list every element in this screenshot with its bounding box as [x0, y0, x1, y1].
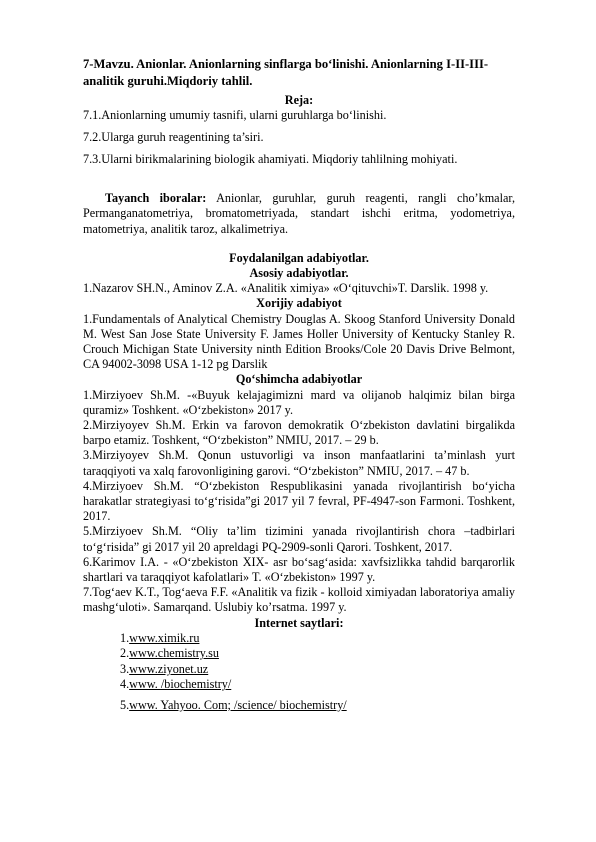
keywords-paragraph	[83, 191, 515, 237]
internet-links-list	[120, 631, 515, 714]
internet-link-item[interactable]	[120, 698, 515, 714]
plan-item: 7.2.Ularga guruh reagentining ta’siri.	[83, 130, 264, 145]
internet-link-item[interactable]	[120, 662, 515, 678]
link-url[interactable]: www.ziyonet.uz	[129, 661, 209, 676]
additional-literature-heading: Qo‘shimcha adabiyotlar	[235, 372, 363, 387]
internet-link-item[interactable]	[120, 646, 515, 662]
plan-heading: Reja:	[284, 93, 314, 107]
link-number: 3.	[120, 661, 130, 676]
main-literature-item: 1.Nazarov SH.N., Aminov Z.A. «Analitik ximiya» «O‘qituvchi»T. Darslik. 1998 y.	[83, 281, 489, 296]
additional-literature-item: 3.Mirziyoyev Sh.M. Qonun ustuvorligi va inson manfaatlarini ta’minlash yurt taraqqiyoti va xalq farovonligining garovi. “O‘zbekiston” NMIU, 2017. – 47 b.	[83, 448, 515, 478]
link-number: 2.	[120, 646, 130, 661]
foreign-literature-item: 1.Fundamentals of Analytical Chemistry Douglas A. Skoog Stanford University Donald M. West San Jose State University F. James Holler University of Kentucky Stanley R. Crouch Michigan State University ninth Edition Brooks/Cole 20 Davis Drive Belmont, CA 94002-3098 USA 1-12 pg Darslik	[83, 311, 515, 372]
additional-literature-item: 7.Tog‘aev K.T., Tog‘aeva F.F. «Analitik va fizik - kolloid ximiyadan laboratoriya amaliy mashg‘uloti». Samarqand. Uslubiy ko’rsatma. 1997 y.	[83, 585, 515, 615]
literature-heading: Foydalanilgan adabiyotlar.	[229, 250, 369, 265]
internet-heading: Internet saytlari:	[254, 615, 344, 630]
link-number: 1.	[120, 630, 130, 645]
link-number: 4.	[120, 677, 130, 692]
document-page	[83, 56, 515, 713]
keywords-label: Tayanch iboralar:	[105, 191, 207, 206]
link-url[interactable]: www.ximik.ru	[129, 630, 200, 645]
plan-item: 7.1.Anionlarning umumiy tasnifi, ularni guruhlarga bo‘linishi.	[83, 108, 387, 123]
additional-literature-item: 4.Mirziyoev Sh.M. “O‘zbekiston Respublikasini yanada rivojlantirish bo‘yicha harakatlar strategiyasi to‘g‘risida”gi 2017 yil 7 fevral, PF-4947-son Farmoni. Toshkent, 2017.	[83, 478, 515, 524]
link-url[interactable]: www. /biochemistry/	[129, 677, 232, 692]
page-title: 7-Mavzu. Anionlar. Anionlarning sinflarga bo‘linishi. Anionlarning I-II-III- analitik guruhi.Miqdoriy tahlil.	[83, 57, 489, 88]
internet-link-item[interactable]	[120, 631, 515, 647]
foreign-literature-heading: Xorijiy adabiyot	[256, 296, 342, 311]
additional-literature-item: 2.Mirziyoyev Sh.M. Erkin va farovon demokratik O‘zbekiston davlatini birgalikda barpo etamiz. Toshkent, “O‘zbekiston” NMIU, 2017. – 29 b.	[83, 418, 515, 448]
plan-item: 7.3.Ularni birikmalarining biologik ahamiyati. Miqdoriy tahlilning mohiyati.	[83, 152, 458, 167]
additional-literature-item: 1.Mirziyoev Sh.M. -«Buyuk kelajagimizni mard va olijanob halqimiz bilan birga quramiz» Toshkent. «O‘zbekiston» 2017 y.	[83, 387, 515, 417]
internet-link-item[interactable]	[120, 677, 515, 693]
link-url[interactable]: www. Yahyoo. Com; /science/ biochemistry/	[129, 697, 347, 712]
main-literature-heading: Asosiy adabiyotlar.	[249, 266, 349, 281]
additional-literature-item: 6.Karimov I.A. - «O‘zbekiston XIX- asr bo‘sag‘asida: xavfsizlikka tahdid barqarorlik shartlari va taraqqiyot kafolatlari» T. «O‘zbekiston» 1997 y.	[83, 554, 515, 585]
link-number: 5.	[120, 697, 130, 712]
link-url[interactable]: www.chemistry.su	[129, 646, 219, 661]
keywords-text: Anionlar, guruhlar, guruh reagenti, rangli cho’kmalar, Permanganatometriya, bromatometriyada, standart ishchi eritma, yodometriya, matometriya, analitik taroz, alkalimetriya.	[83, 191, 516, 236]
additional-literature-item: 5.Mirziyoev Sh.M. “Oliy ta’lim tizimini yanada rivojlantirish chora –tadbirlari to‘g‘risida” gi 2017 yil 20 apreldagi PQ-2909-sonli Qarori. Toshkent, 2017.	[83, 524, 515, 554]
